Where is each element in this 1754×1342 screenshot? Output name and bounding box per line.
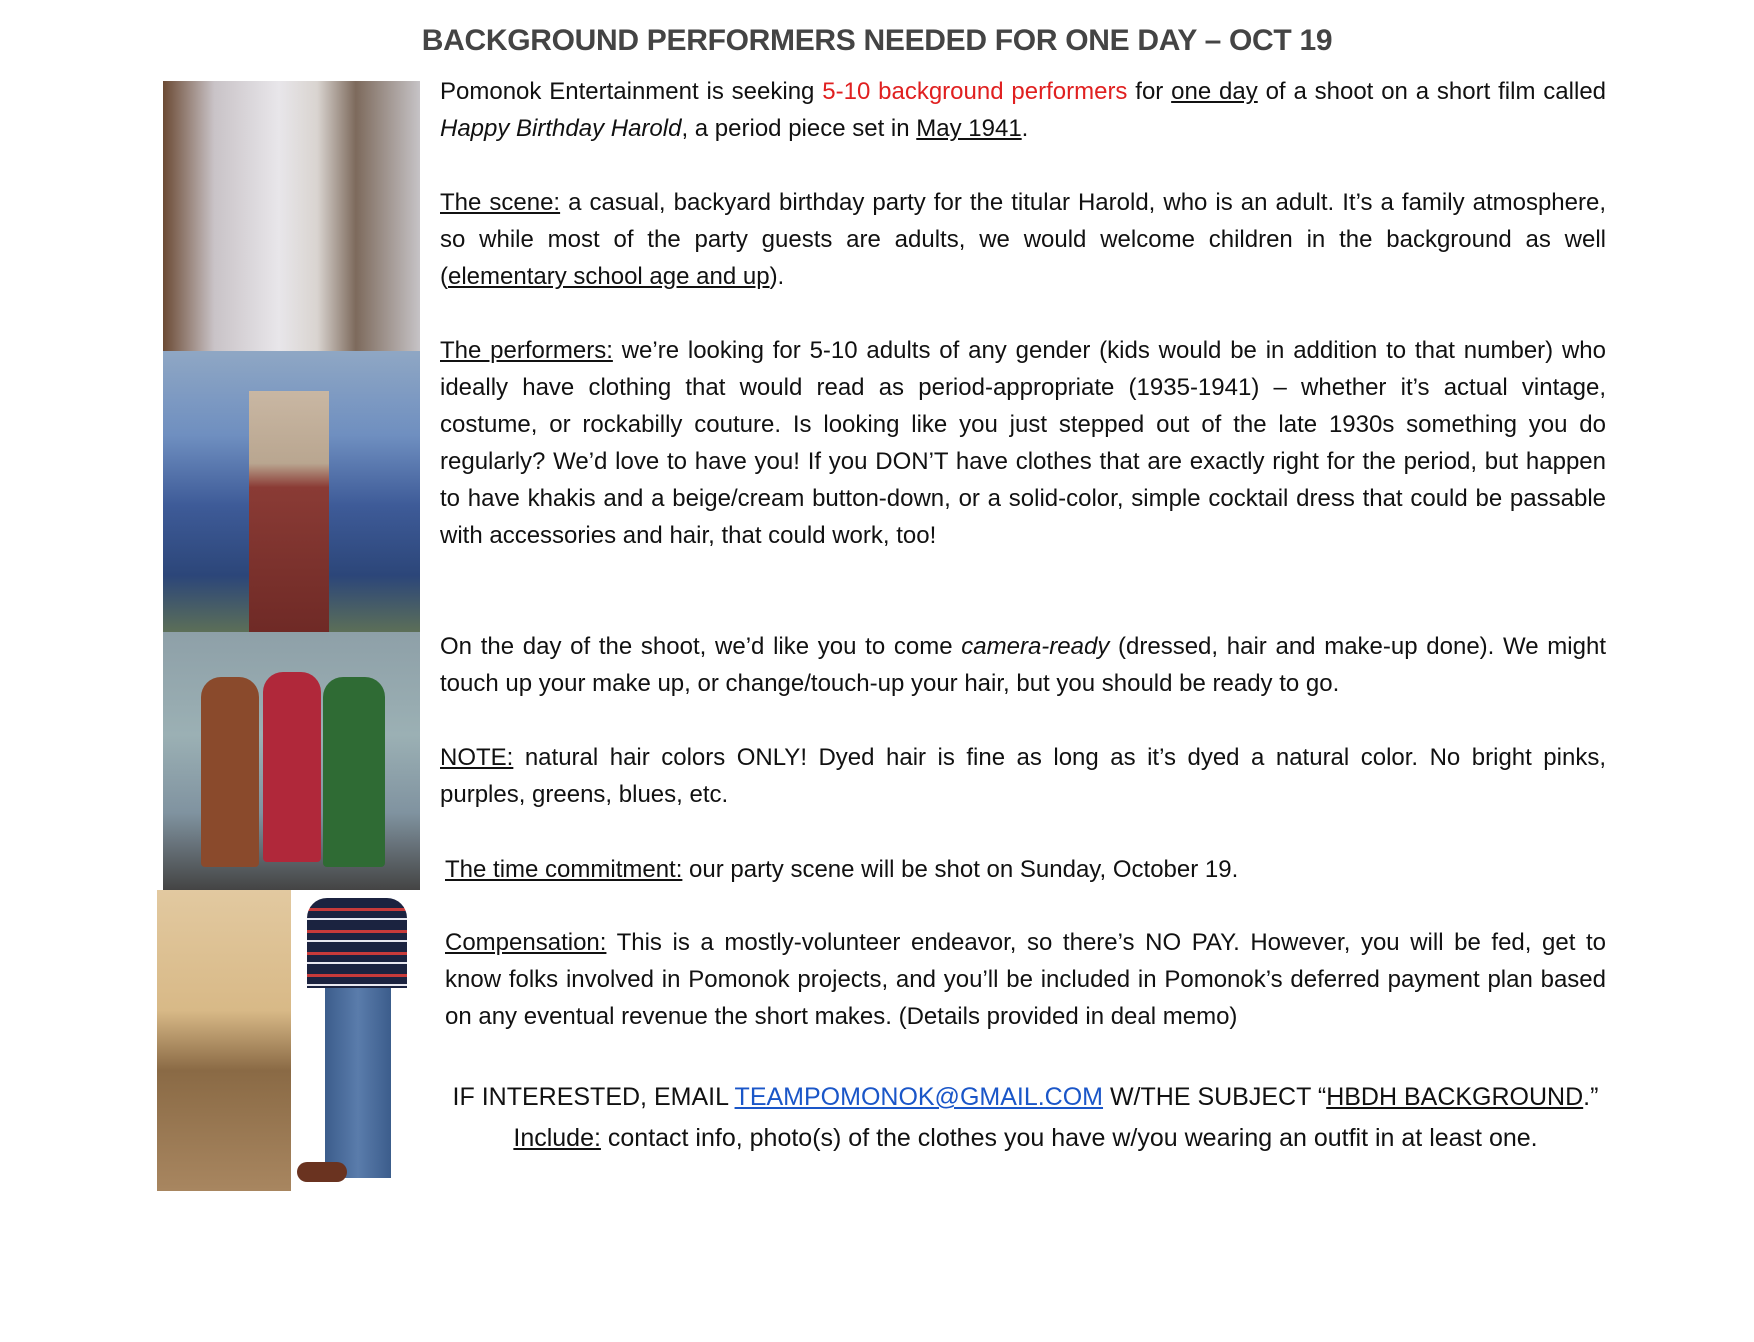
contact-paragraph: IF INTERESTED, EMAIL TEAMPOMONOK@GMAIL.COM W/THE SUBJECT “HBDH BACKGROUND.” Include: contact info, photo(s) of the clothes you have w/you wearing an outfit in at least one. (452, 1083, 1599, 1152)
photo-1940s-men-trousers (163, 351, 420, 632)
intro-paragraph: Pomonok Entertainment is seeking 5-10 background performers for one day of a shoot on a short film called Happy Birthday Harold, a period piece set in May 1941. (440, 78, 1607, 142)
photo-1940s-women-colored-dresses (163, 632, 420, 890)
photo-1940s-men-casual (157, 890, 416, 1191)
scene-paragraph: The scene: a casual, backyard birthday party for the titular Harold, who is an adult. It’s a family atmosphere, so while most of the party guests are adults, we would welcome children in the background as well (elementary school age and up). (440, 189, 1607, 290)
note-paragraph: NOTE: natural hair colors ONLY! Dyed hair is fine as long as it’s dyed a natural color. No bright pinks, purples, greens, blues, etc. (440, 744, 1606, 808)
shoot-day-paragraph: On the day of the shoot, we’d like you to come camera-ready (dressed, hair and make-up done). We might touch up your make up, or change/touch-up your hair, but you should be ready to go. (440, 633, 1606, 697)
compensation-paragraph: Compensation: This is a mostly-volunteer endeavor, so there’s NO PAY. However, you will be fed, get to know folks involved in Pomonok projects, and you’ll be included in Pomonok’s deferred payment plan based on any eventual revenue the short makes. (Details provided in deal memo) (445, 929, 1606, 1030)
email-link[interactable]: TEAMPOMONOK@GMAIL.COM (734, 1083, 1104, 1111)
photo-1940s-women-dresses (163, 81, 420, 351)
time-paragraph: The time commitment: our party scene will be shot on Sunday, October 19. (445, 856, 1239, 883)
performers-paragraph: The performers: we’re looking for 5-10 adults of any gender (kids would be in addition to that number) who ideally have clothing that would read as period-appropriate (1935-1941) – whether it’s actual vintage, costume, or rockabilly couture. Is looking like you just stepped out of the late 1930s something you do regularly? We’d love to have you! If you DON’T have clothes that are exactly right for the period, but happen to have khakis and a beige/cream button-down, or a solid-color, simple cocktail dress that could be passable with accessories and hair, that could work, too! (440, 337, 1606, 549)
highlight-count: 5-10 background performers (822, 78, 1128, 105)
page-title: BACKGROUND PERFORMERS NEEDED FOR ONE DAY – OCT 19 (421, 24, 1333, 57)
